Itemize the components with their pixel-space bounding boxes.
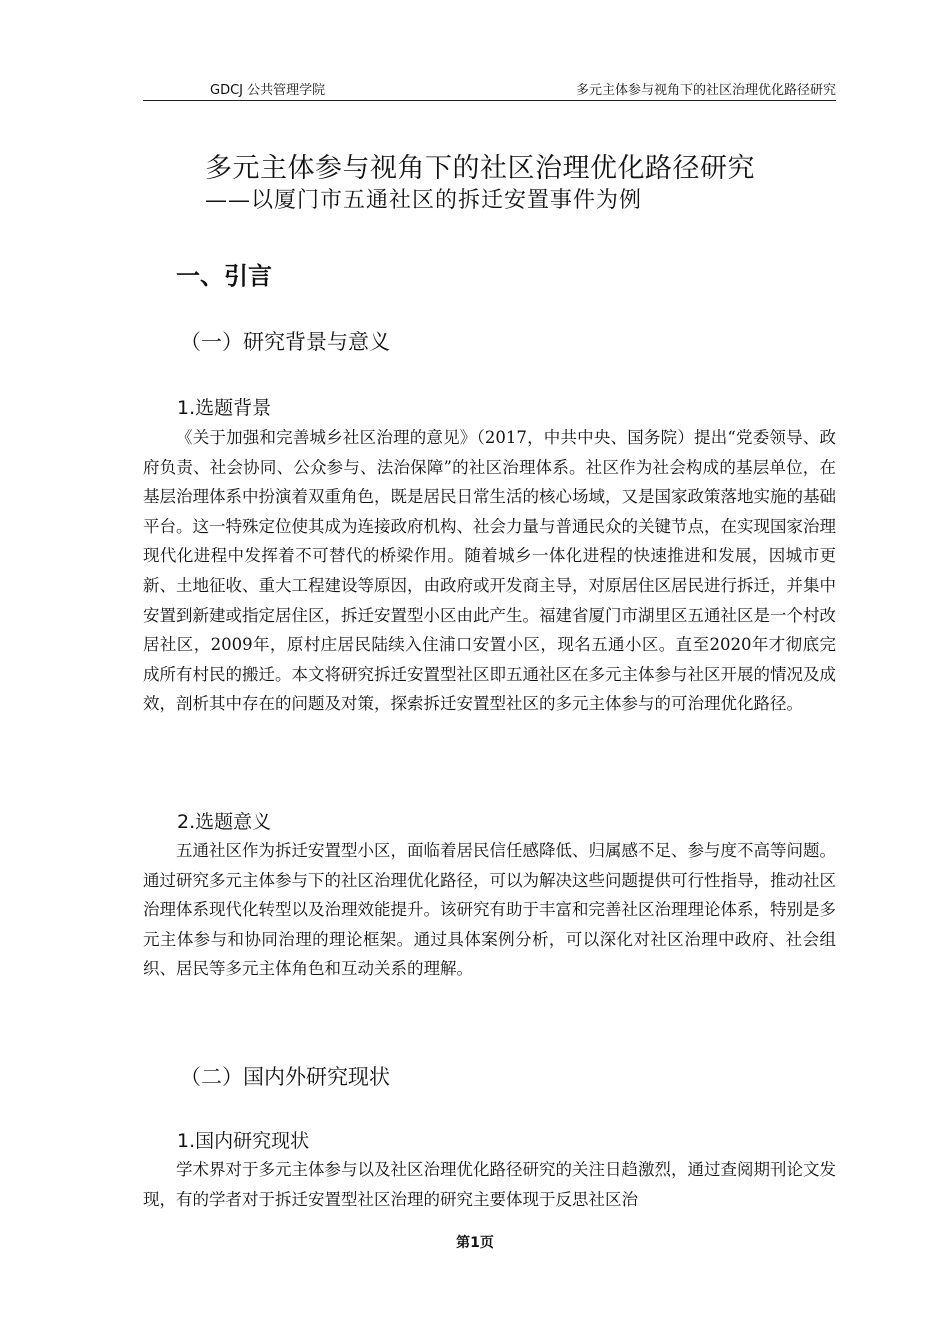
subsection-heading-background: （一）研究背景与意义 bbox=[180, 330, 390, 354]
page-number: 第1页 bbox=[456, 1235, 494, 1251]
paper-subtitle: ——以厦门市五通社区的拆迁安置事件为例 bbox=[205, 188, 643, 213]
header-institution: GDCJ 公共管理学院 bbox=[210, 83, 326, 98]
item-heading-topic-significance: 2.选题意义 bbox=[177, 811, 272, 833]
subsection-heading-research-status: （二）国内外研究现状 bbox=[180, 1065, 390, 1089]
paragraph-topic-significance: 五通社区作为拆迁安置型小区，面临着居民信任感降低、归属感不足、参与度不高等问题。通过研究多元主体参与下的社区治理优化路径，可以为解决这些问题提供可行性指导，推动社区治理体系现代化转型以及治理效能提升。该研究有助于丰富和完善社区治理理论体系，特别是多元主体参与和协同治理的理论框架。通过具体案例分析，可以深化对社区治理中政府、社会组织、居民等多元主体角色和互动关系的理解。 bbox=[143, 841, 836, 979]
paragraph-topic-background: 《关于加强和完善城乡社区治理的意见》（2017，中共中央、国务院）提出“党委领导、政府负责、社会协同、公众参与、法治保障”的社区治理体系。社区作为社会构成的基层单位，在基层治理体系中扮演着双重角色，既是居民日常生活的核心场域，又是国家政策落地实施的基础平台。这一特殊定位使其成为连接政府机构、社会力量与普通民众的关键节点，在实现国家治理现代化进程中发挥着不可替代的桥梁作用。随着城乡一体化进程的快速推进和发展，因城市更新、土地征收、重大工程建设等原因，由政府或开发商主导，对原居住区居民进行拆迁，并集中安置到新建或指定居住区，拆迁安置型小区由此产生。福建省厦门市湖里区五通社区是一个村改居社区，2009年，原村庄居民陆续入住浦口安置小区，现名五通小区。直至2020年才彻底完成所有村民的搬迁。本文将研究拆迁安置型社区即五通社区在多元主体参与社区开展的情况及成效，剖析其中存在的问题及对策，探索拆迁安置型社区的多元主体参与的可治理优化路径。 bbox=[143, 428, 836, 714]
item-heading-domestic-research: 1.国内研究现状 bbox=[177, 1130, 310, 1152]
header-running-title: 多元主体参与视角下的社区治理优化路径研究 bbox=[575, 83, 836, 98]
paragraph-domestic-research: 学术界对于多元主体参与以及社区治理优化路径研究的关注日趋激烈，通过查阅期刊论文发现，有的学者对于拆迁安置型社区治理的研究主要体现于反思社区治 bbox=[143, 1160, 836, 1209]
paper-title: 多元主体参与视角下的社区治理优化路径研究 bbox=[205, 153, 755, 184]
item-heading-topic-background: 1.选题背景 bbox=[177, 397, 272, 419]
page-header bbox=[143, 76, 836, 101]
section-heading-introduction: 一、引言 bbox=[176, 262, 272, 290]
